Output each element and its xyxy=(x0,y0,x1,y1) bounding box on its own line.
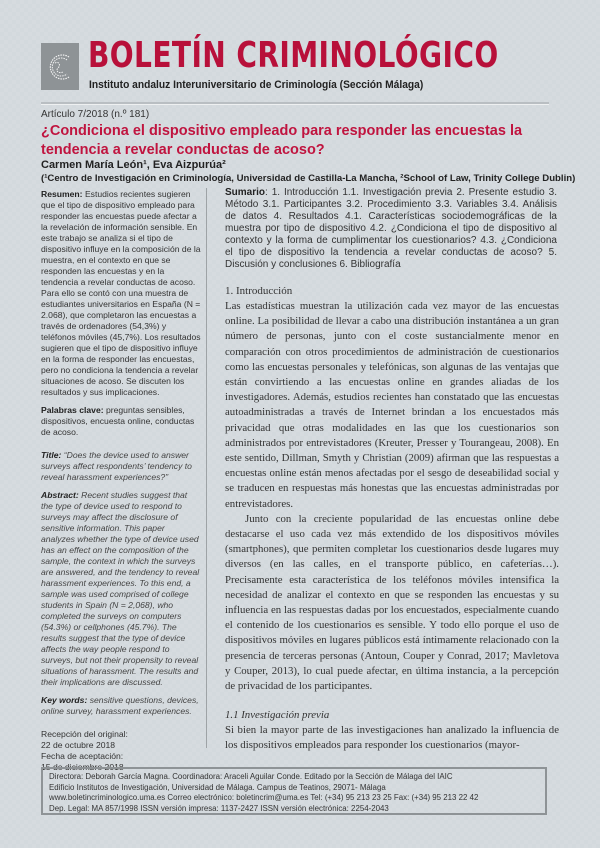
accepted-label: Fecha de aceptación: xyxy=(41,751,124,761)
footer-issn: Dep. Legal: MA 857/1998 ISSN versión impresa: 1137-2427 ISSN versión electrónica: 2254-2043 xyxy=(49,803,389,813)
received-date: 22 de octubre 2018 xyxy=(41,740,116,750)
resumen-text: Estudios recientes sugieren que el tipo de dispositivo empleado para responder las encuestas puede afectar a la revelación de información sensible. En este trabajo se analiza si el tipo de dispositivo influye en la composición de la muestra, en el contexto en que se responden las encuestas y en la tendencia a revelar conductas de acoso. Para ello se contó con una muestra de estudiantes universitarios en España (N = 2.068), que completaron las encuestas a través de ordenadores (54,3%) y teléfonos móviles (45,7%). Los resultados sugieren que el tipo de dispositivo influye en la forma de responder las encuestas, pero no condiciona la tendencia a revelar situaciones de acoso. Se discuten los resultados y sus implicaciones. xyxy=(41,189,201,397)
authors: Carmen María León¹, Eva Aizpurúa² xyxy=(41,159,226,171)
affiliations: (¹Centro de Investigación en Criminología, Universidad de Castilla-La Mancha, ²School of Law, Trinity College Dublin) xyxy=(41,173,576,184)
body-paragraph: Las estadísticas muestran la utilización cada vez mayor de las encuestas online. La posibilidad de llevar a cabo una distribución instantánea a un gran número de personas, junto con el coste sustancialmente menor en comparación con otros procedimientos de administración de cuestionarios como las encuestas personales y telefónicas, son algunas de las ventajas que están convirtiendo a las encuestas online en grandes aliadas de los investigadores. Además, estudios recientes han constatado que las encuestas autoadministradas a través de Internet brindan a los encuestados más privacidad que otras modalidades en las que los cuestionarios son administrados por entrevistadores (Kreuter, Presser y Tourangeau, 2008). En este sentido, Dillman, Smyth y Christian (2009) afirman que las respuestas a encuestas online están menos afectadas por el sesgo de deseabilidad social y se traducen en respuestas más honestas que las encuestas administradas por entrevistadores. xyxy=(225,300,559,510)
palabras-clave xyxy=(41,405,201,438)
abstract-text: Recent studies suggest that the type of device used to respond to surveys may affect the disclosure of sensitive information. This paper analyzes whether the type of device used has an effect on the composition of the sample, the context in which the surveys are answered, and the tendency to reveal harassment experiences. To this end, a sample was used comprised of college students in Spain (N = 2,068), who completed the surveys on computers (54.3%) or cellphones (45.7%). The results suggest that the type of device affects the way people respond to surveys, but not their propensity to reveal situations of harassment. The results and their implications are discussed. xyxy=(41,490,200,687)
section-heading-investigacion-previa: 1.1 Investigación previa xyxy=(225,709,330,722)
institute-subtitle: Instituto andaluz Interuniversitario de Criminología (Sección Málaga) xyxy=(89,79,424,91)
journal-title: BOLETÍN CRIMINOLÓGICO xyxy=(88,35,499,76)
body-paragraph: Junto con la creciente popularidad de las encuestas online debe destacarse el uso cada vez más extendido de los dispositivos móviles (smartphones), que permiten completar los cuestionarios desde lugares muy diversos (en las calles, en el transporte público, en cafeterías…). Precisamente esta característica de los teléfonos móviles intensifica la necesidad de analizar el contexto en que se responden las encuestas y su influencia en las respuestas dadas por los encuestados, especialmente cuando el contenido de los cuestionarios es sensible. Y todo ello porque el uso de dispositivos móviles en lugares públicos está íntimamente relacionado con la presencia de terceras personas (Antoun, Couper y Conrad, 2017; Mavletova y Couper, 2013), lo cual puede afectar, en última instancia, a la percepción de privacidad de los participantes. xyxy=(225,512,559,693)
keywords-text: sensitive questions, devices, online survey, harassment experiences. xyxy=(41,695,199,716)
article-title: ¿Condiciona el dispositivo empleado para responder las encuestas la tendencia a revelar conductas de acoso? xyxy=(41,123,523,158)
left-column xyxy=(41,189,201,780)
keywords-label: Key words: xyxy=(41,695,88,705)
section-heading-introduccion: 1. Introducción xyxy=(225,285,293,297)
english-title xyxy=(41,450,201,483)
footer-editors: Directora: Deborah García Magna. Coordinadora: Araceli Aguilar Conde. Editado por la Sección de Málaga del IAIC xyxy=(49,772,453,781)
header-divider xyxy=(41,102,549,105)
received-label: Recepción del original: xyxy=(41,729,128,739)
accepted-date: 15 de diciembre 2018 xyxy=(41,762,124,772)
keywords xyxy=(41,695,201,717)
body-paragraph: Si bien la mayor parte de las investigaciones han analizado la influencia de los dispositivos empleados para responder los cuestionarios (mayor- xyxy=(225,724,559,752)
footer-contact: www.boletincriminologico.uma.es Correo electrónico: boletincrim@uma.es Tel: (+34) 95 213 23 25 Fax: (+34) 95 213 22 42 xyxy=(49,793,479,802)
resumen-label: Resumen: xyxy=(41,189,83,199)
palabras-clave-label: Palabras clave: xyxy=(41,405,104,415)
criminology-logo-icon xyxy=(41,43,79,90)
column-divider xyxy=(206,188,207,748)
footer-address: Edificio Institutos de Investigación, Universidad de Málaga. Campus de Teatinos, 29071- Málaga xyxy=(49,782,386,792)
resumen xyxy=(41,189,201,398)
summary-text: : 1. Introducción 1.1. Investigación previa 2. Presente estudio 3. Método 3.1. Participantes 3.2. Procedimiento 3.3. Variables 3.4. Análisis de datos 4. Resultados 4.1. Características sociodemográficas de la muestra por tipo de dispositivo 4.2. ¿Condiciona el tipo de dispositivo al contexto y la forma de cumplimentar los cuestionarios? 4.3. ¿Condiciona el tipo de dispositivo la tendencia a revelar conductas de acoso? 5. Discusión y conclusiones 6. Bibliografía xyxy=(225,187,557,270)
english-title-text: “Does the device used to answer surveys affect respondents’ tendency to reveal harassment experiences?” xyxy=(41,450,192,482)
palabras-clave-text: preguntas sensibles, dispositivos, encuesta online, conductas de acoso. xyxy=(41,405,195,437)
abstract xyxy=(41,490,201,688)
summary-label: Sumario xyxy=(225,187,266,198)
english-title-label: Title: xyxy=(41,450,62,460)
abstract-label: Abstract: xyxy=(41,490,79,500)
article-number: Artículo 7/2018 (n.º 181) xyxy=(41,109,150,120)
body-text xyxy=(225,284,559,754)
summary xyxy=(225,187,557,271)
footer-info-box xyxy=(41,767,547,815)
